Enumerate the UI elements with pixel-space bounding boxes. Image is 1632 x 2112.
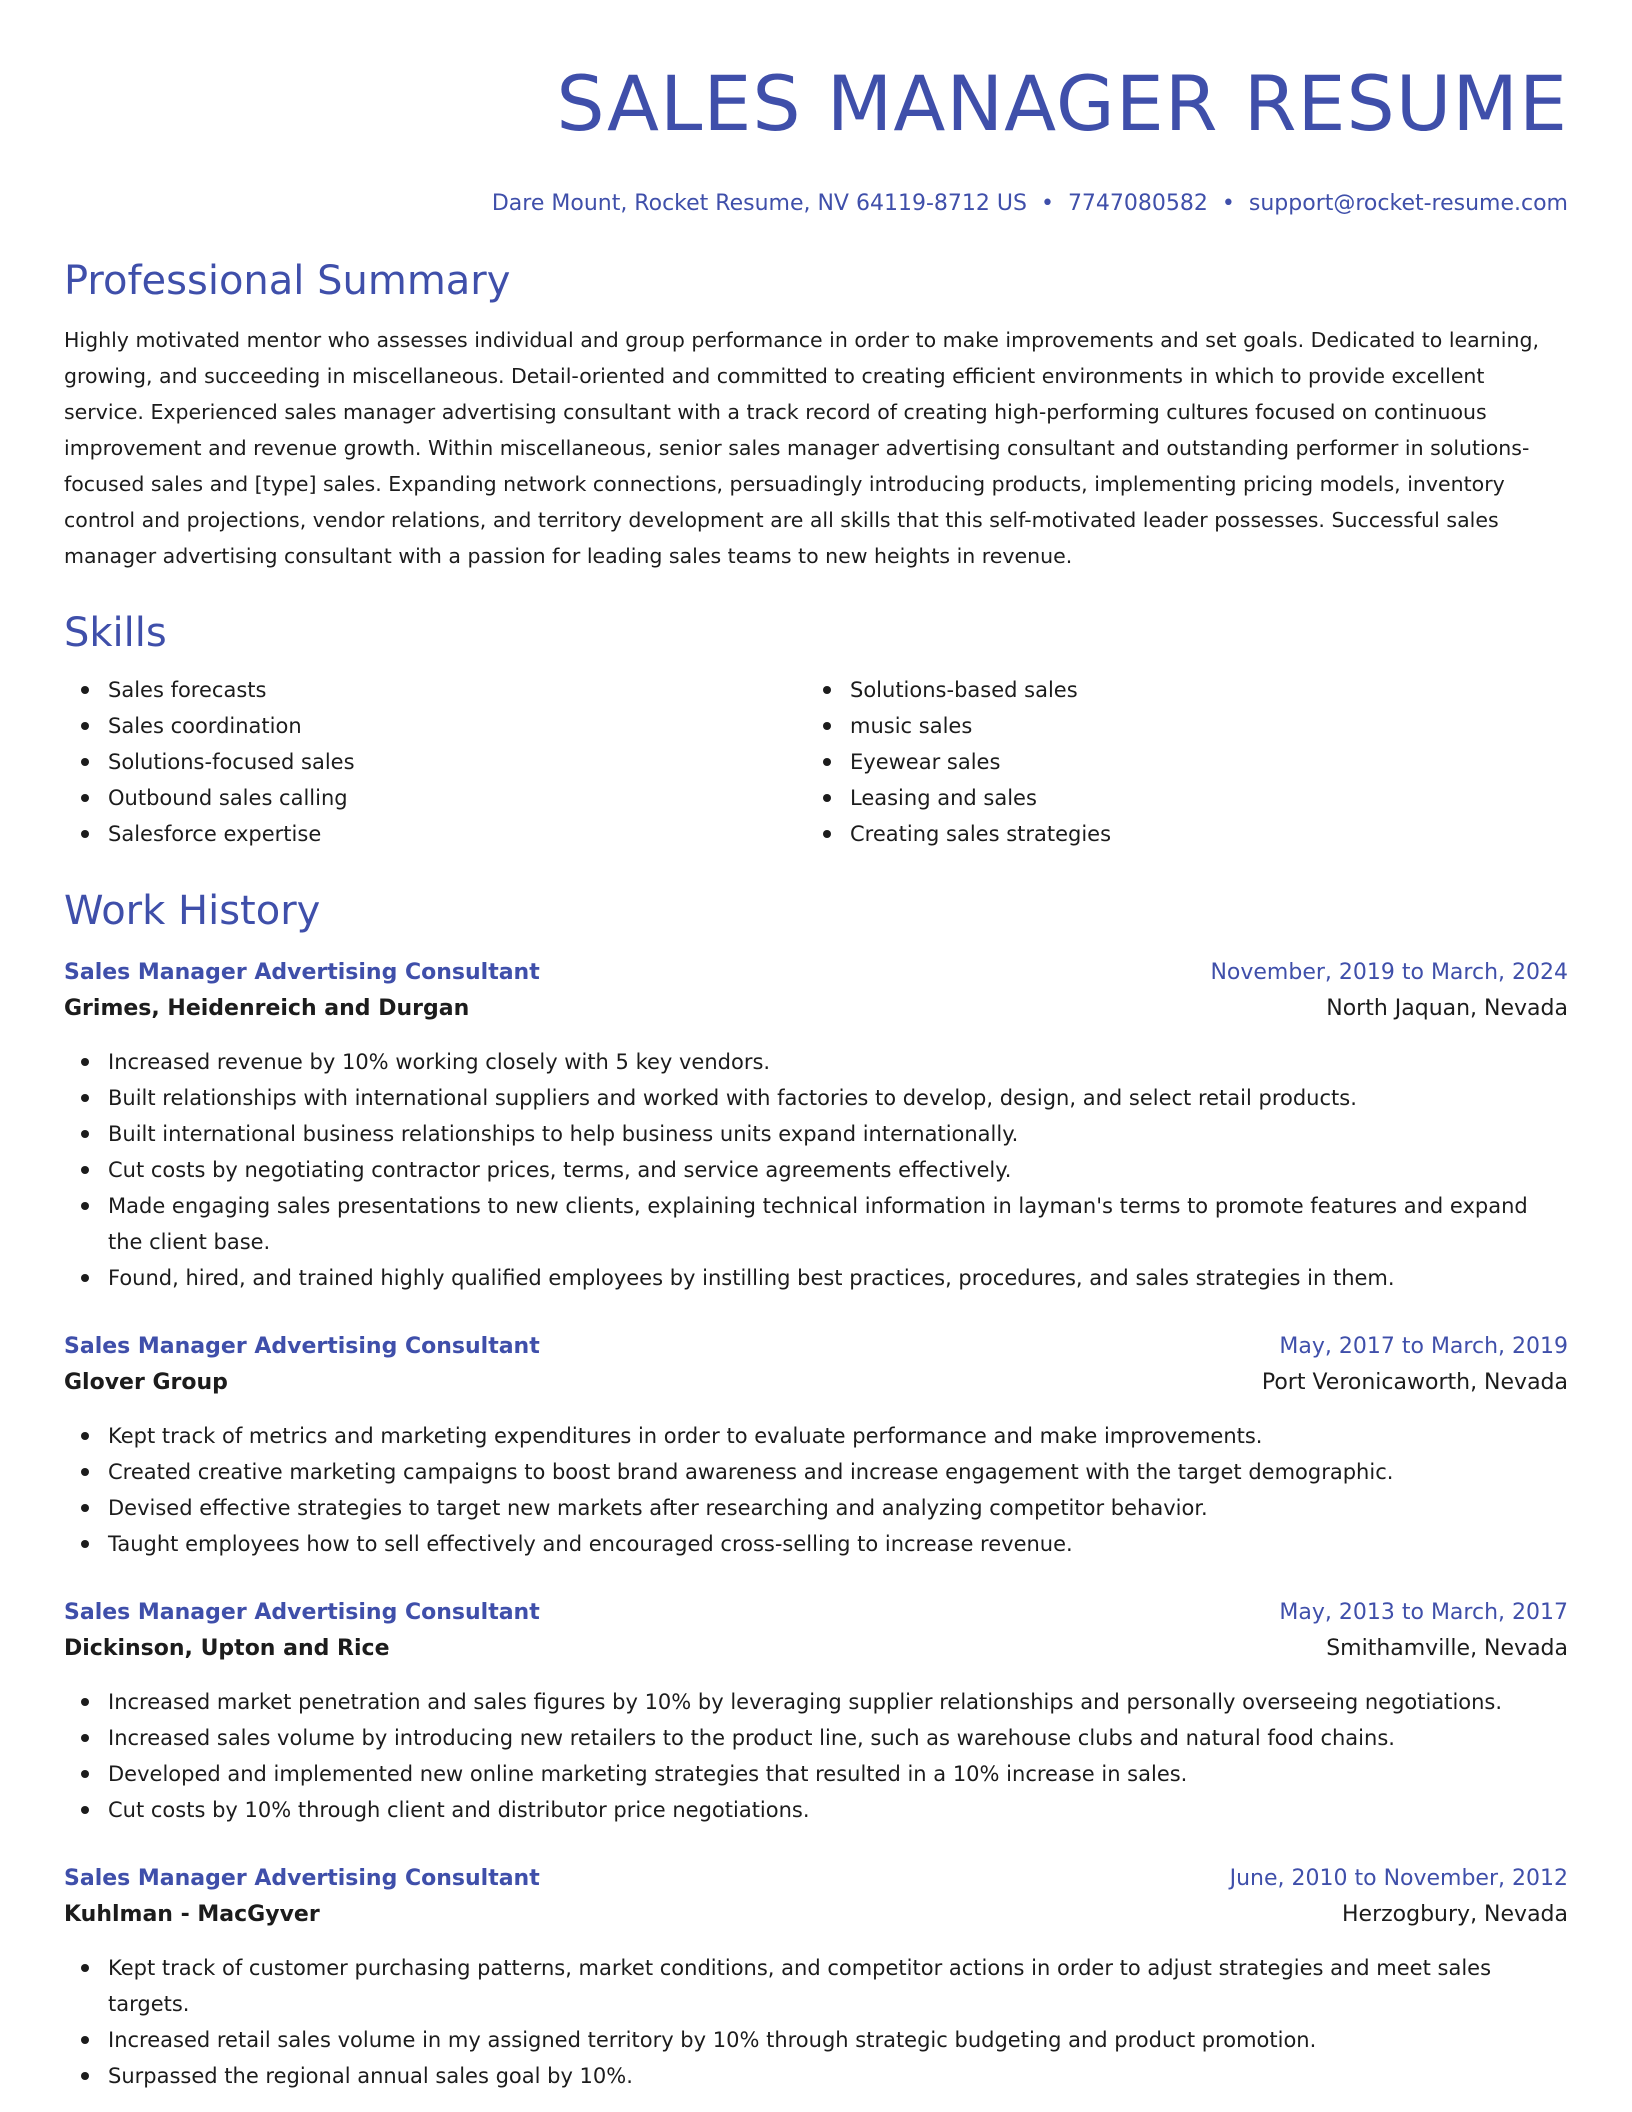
job-bullet: Increased sales volume by introducing new retailers to the product line, such as warehouse clubs and natural food chains. [64, 1720, 1568, 1756]
job-bullet: Kept track of metrics and marketing expenditures in order to evaluate performance and make improvements. [64, 1418, 1568, 1454]
job-company: Grimes, Heidenreich and Durgan [64, 996, 470, 1021]
job-subheader [64, 990, 1568, 1028]
job-bullet: Increased retail sales volume in my assigned territory by 10% through strategic budgeting and product promotion. [64, 2022, 1568, 2058]
resume-page [64, 0, 1568, 2094]
skill-item: Sales forecasts [64, 672, 806, 708]
job-bullets [64, 1418, 1568, 1562]
job-bullet: Increased revenue by 10% working closely with 5 key vendors. [64, 1044, 1568, 1080]
skills-list [64, 672, 1568, 852]
job-header [64, 956, 1568, 990]
job-company: Glover Group [64, 1370, 228, 1395]
job-title: Sales Manager Advertising Consultant [64, 1866, 540, 1891]
job-bullet: Built international business relationships to help business units expand internationally. [64, 1116, 1568, 1152]
job-dates: June, 2010 to November, 2012 [1229, 1866, 1568, 1891]
job-bullets [64, 1044, 1568, 1296]
job-location: Herzogbury, Nevada [1342, 1902, 1568, 1927]
job-header [64, 1596, 1568, 1630]
summary-heading: Professional Summary [64, 258, 511, 304]
job-company: Dickinson, Upton and Rice [64, 1636, 390, 1661]
job-title: Sales Manager Advertising Consultant [64, 1334, 540, 1359]
summary-text: Highly motivated mentor who assesses individual and group performance in order to make improvements and set goals. Dedicated to learning, growing, and succeeding in miscellaneous. Detail-oriented and committed to creating efficient environments in which to provide excellent service. Experienced sales manager advertising consultant with a track record of creating high-performing cultures focused on continuous improvement and revenue growth. Within miscellaneous, senior sales manager advertising consultant and outstanding performer in solutions-focused sales and [type] sales. Expanding network connections, persuadingly introducing products, implementing pricing models, inventory control and projections, vendor relations, and territory development are all skills that this self-motivated leader possesses. Successful sales manager advertising consultant with a passion for leading sales teams to new heights in revenue. [64, 328, 1539, 568]
job-entry [64, 1596, 1568, 1828]
resume-title: SALES MANAGER RESUME [556, 59, 1568, 148]
skills-heading: Skills [64, 610, 167, 656]
skill-item: Creating sales strategies [806, 816, 1548, 852]
skill-item: Salesforce expertise [64, 816, 806, 852]
job-header [64, 1330, 1568, 1364]
skill-item: Leasing and sales [806, 780, 1548, 816]
skills-column-right [806, 672, 1548, 852]
job-title: Sales Manager Advertising Consultant [64, 1600, 540, 1625]
job-dates: May, 2017 to March, 2019 [1279, 1334, 1568, 1359]
job-bullet: Found, hired, and trained highly qualified employees by instilling best practices, procedures, and sales strategies in them. [64, 1260, 1568, 1296]
job-bullet: Cut costs by 10% through client and distributor price negotiations. [64, 1792, 1568, 1828]
job-subheader [64, 1630, 1568, 1668]
job-bullet: Cut costs by negotiating contractor prices, terms, and service agreements effectively. [64, 1152, 1568, 1188]
job-entry [64, 1330, 1568, 1562]
job-bullet: Built relationships with international suppliers and worked with factories to develop, design, and select retail products. [64, 1080, 1568, 1116]
job-bullet: Taught employees how to sell effectively and encouraged cross-selling to increase revenue. [64, 1526, 1568, 1562]
job-header [64, 1862, 1568, 1896]
job-bullet: Increased market penetration and sales figures by 10% by leveraging supplier relationships and personally overseeing negotiations. [64, 1684, 1568, 1720]
contact-address: Dare Mount, Rocket Resume, NV 64119-8712 US [491, 191, 1027, 216]
job-location: Smithamville, Nevada [1326, 1636, 1568, 1661]
job-bullet: Kept track of customer purchasing patterns, market conditions, and competitor actions in order to adjust strategies and meet sales targets. [64, 1950, 1568, 2022]
job-location: Port Veronicaworth, Nevada [1261, 1370, 1568, 1395]
skill-item: Eyewear sales [806, 744, 1548, 780]
job-location: North Jaquan, Nevada [1326, 996, 1568, 1021]
skill-item: Solutions-based sales [806, 672, 1548, 708]
job-title: Sales Manager Advertising Consultant [64, 960, 540, 985]
job-subheader [64, 1364, 1568, 1402]
contact-email[interactable]: support@rocket-resume.com [1248, 191, 1568, 216]
job-bullet: Made engaging sales presentations to new clients, explaining technical information in layman's terms to promote features and expand the client base. [64, 1188, 1568, 1260]
job-bullet: Developed and implemented new online marketing strategies that resulted in a 10% increase in sales. [64, 1756, 1568, 1792]
job-dates: November, 2019 to March, 2024 [1210, 960, 1568, 985]
job-dates: May, 2013 to March, 2017 [1279, 1600, 1568, 1625]
skills-column-left [64, 672, 806, 852]
contact-line [64, 190, 1568, 218]
job-bullets [64, 1950, 1568, 2094]
skill-item: Outbound sales calling [64, 780, 806, 816]
job-bullet: Devised effective strategies to target new markets after researching and analyzing competitor behavior. [64, 1490, 1568, 1526]
job-entry [64, 956, 1568, 1296]
skill-item: music sales [806, 708, 1548, 744]
job-bullet: Surpassed the regional annual sales goal by 10%. [64, 2058, 1568, 2094]
job-subheader [64, 1896, 1568, 1934]
contact-phone[interactable]: 7747080582 [1067, 191, 1208, 216]
work-history-heading: Work History [64, 888, 321, 934]
job-entry [64, 1862, 1568, 2094]
contact-separator: • [1221, 191, 1235, 216]
job-company: Kuhlman - MacGyver [64, 1902, 320, 1927]
skill-item: Sales coordination [64, 708, 806, 744]
job-bullets [64, 1684, 1568, 1828]
contact-separator: • [1040, 191, 1054, 216]
job-bullet: Created creative marketing campaigns to boost brand awareness and increase engagement with the target demographic. [64, 1454, 1568, 1490]
skill-item: Solutions-focused sales [64, 744, 806, 780]
